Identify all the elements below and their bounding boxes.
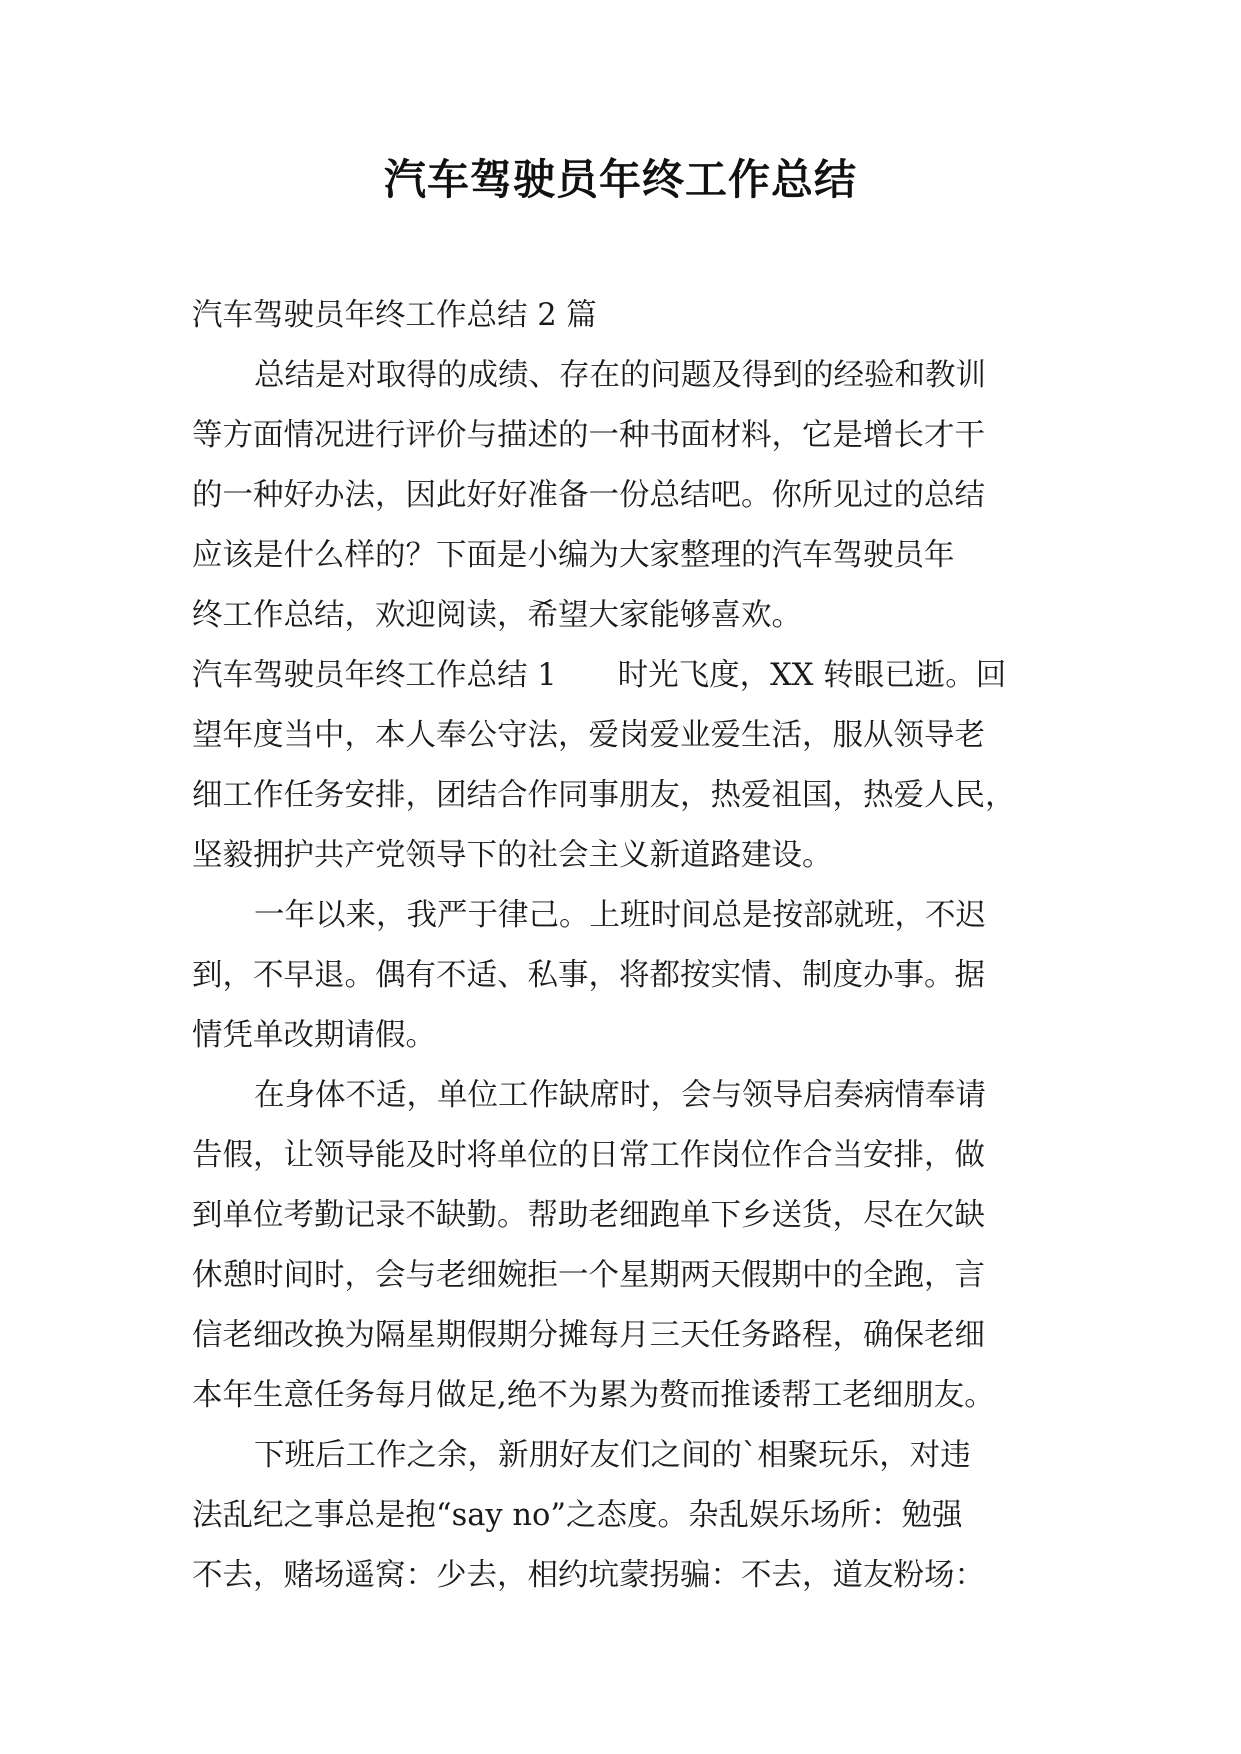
paragraph-line: 终工作总结，欢迎阅读，希望大家能够喜欢。 — [192, 598, 802, 633]
paragraph-line: 信老细改换为隔星期假期分摊每月三天任务路程，确保老细 — [192, 1318, 985, 1353]
paragraph-line: 本年生意任务每月做足,绝不为累为赘而推诿帮工老细朋友。 — [192, 1378, 995, 1413]
document-body — [192, 286, 1054, 1606]
paragraph-line: 应该是什么样的？下面是小编为大家整理的汽车驾驶员年 — [192, 538, 955, 573]
section-heading-line: 汽车驾驶员年终工作总结 1 时光飞度，XX 转眼已逝。回 — [192, 658, 1007, 693]
paragraph-line: 一年以来，我严于律己。上班时间总是按部就班，不迟 — [254, 898, 986, 933]
paragraph-line: 等方面情况进行评价与描述的一种书面材料，它是增长才干 — [192, 418, 985, 453]
paragraph-line: 不去，赌场遥窝：少去，相约坑蒙拐骗：不去，道友粉场： — [192, 1558, 985, 1593]
paragraph-line: 坚毅拥护共产党领导下的社会主义新道路建设。 — [192, 838, 833, 873]
paragraph-line: 总结是对取得的成绩、存在的问题及得到的经验和教训 — [254, 358, 986, 393]
paragraph-line: 到单位考勤记录不缺勤。帮助老细跑单下乡送货，尽在欠缺 — [192, 1198, 985, 1233]
document-title: 汽车驾驶员年终工作总结 — [383, 155, 857, 204]
paragraph-line: 告假，让领导能及时将单位的日常工作岗位作合当安排，做 — [192, 1138, 985, 1173]
paragraph-line: 情凭单改期请假。 — [192, 1018, 436, 1053]
paragraph-line: 到，不早退。偶有不适、私事，将都按实情、制度办事。据 — [192, 958, 985, 993]
paragraph-line: 望年度当中，本人奉公守法，爱岗爱业爱生活，服从领导老 — [192, 718, 985, 753]
paragraph-line: 下班后工作之余，新朋好友们之间的`相聚玩乐，对违 — [254, 1438, 971, 1473]
paragraph-line: 在身体不适，单位工作缺席时，会与领导启奏病情奉请 — [254, 1078, 986, 1113]
paragraph-line: 法乱纪之事总是抱“say no”之态度。杂乱娱乐场所：勉强 — [192, 1498, 963, 1533]
paragraph-line: 休憩时间时，会与老细婉拒一个星期两天假期中的全跑，言 — [192, 1258, 985, 1293]
paragraph-line: 细工作任务安排，团结合作同事朋友，热爱祖国，热爱人民， — [192, 778, 1016, 813]
subtitle-line: 汽车驾驶员年终工作总结 2 篇 — [192, 298, 597, 333]
paragraph-line: 的一种好办法，因此好好准备一份总结吧。你所见过的总结 — [192, 478, 985, 513]
